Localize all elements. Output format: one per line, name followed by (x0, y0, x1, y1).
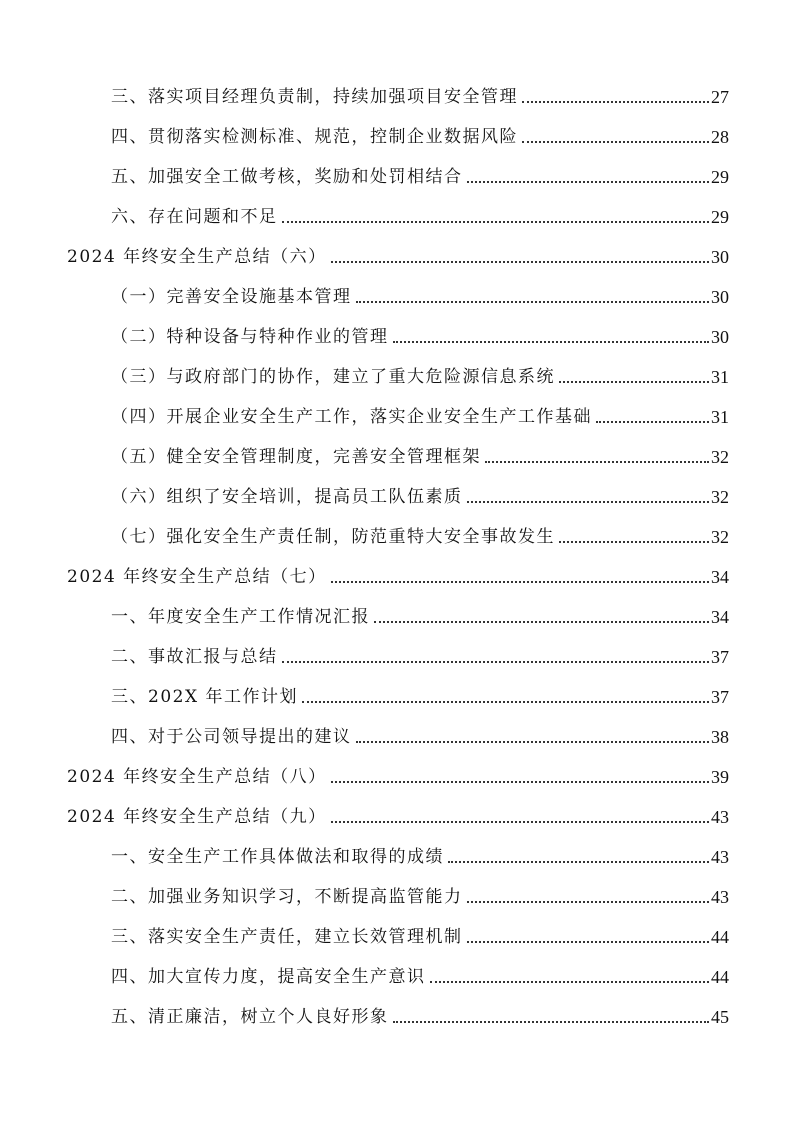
toc-entry-page: 31 (711, 407, 729, 427)
toc-entry-page: 43 (711, 807, 729, 827)
toc-leader-dots (393, 1021, 710, 1023)
toc-entry[interactable] (111, 880, 729, 908)
toc-entry[interactable] (111, 280, 729, 308)
toc-entry-page: 31 (711, 367, 729, 387)
toc-leader-dots (356, 301, 710, 303)
toc-leader-dots (393, 341, 710, 343)
toc-section-title: 2024 年终安全生产总结（七） (67, 567, 327, 587)
toc-leader-dots (485, 461, 709, 463)
toc-entry-page: 32 (711, 527, 729, 547)
toc-entry-title: 三、落实安全生产责任，建立长效管理机制 (111, 927, 463, 947)
toc-section-title: 2024 年终安全生产总结（九） (67, 807, 327, 827)
toc-entry-page: 28 (711, 127, 729, 147)
toc-entry-title: （一）完善安全设施基本管理 (111, 287, 352, 307)
toc-entry[interactable] (111, 840, 729, 868)
toc-entry[interactable] (111, 200, 729, 228)
toc-entry-page: 44 (711, 927, 729, 947)
toc-leader-dots (467, 941, 710, 943)
toc-entry-page: 44 (711, 967, 729, 987)
toc-leader-dots (356, 741, 710, 743)
toc-entry-title: （六）组织了安全培训，提高员工队伍素质 (111, 487, 463, 507)
toc-entry[interactable] (111, 80, 729, 108)
toc-entry[interactable] (111, 440, 729, 468)
toc-leader-dots (282, 661, 710, 663)
toc-entry-page: 37 (711, 647, 729, 667)
toc-entry[interactable] (111, 160, 729, 188)
toc-leader-dots (302, 701, 709, 703)
toc-leader-dots (596, 421, 709, 423)
toc-leader-dots (331, 821, 709, 823)
toc-entry-title: （七）强化安全生产责任制，防范重特大安全事故发生 (111, 527, 555, 547)
toc-entry-title: 六、存在问题和不足 (111, 207, 278, 227)
toc-entry-title: （二）特种设备与特种作业的管理 (111, 327, 389, 347)
toc-section-title: 2024 年终安全生产总结（六） (67, 247, 327, 267)
toc-leader-dots (331, 581, 709, 583)
toc-entry[interactable] (111, 400, 729, 428)
toc-entry-page: 29 (711, 167, 729, 187)
toc-entry[interactable] (111, 120, 729, 148)
toc-entry-page: 45 (711, 1007, 729, 1027)
toc-leader-dots (448, 861, 709, 863)
toc-entry-title: 二、加强业务知识学习，不断提高监管能力 (111, 887, 463, 907)
toc-entry-page: 29 (711, 207, 729, 227)
toc-leader-dots (331, 781, 709, 783)
toc-entry[interactable] (111, 480, 729, 508)
toc-leader-dots (467, 901, 710, 903)
toc-leader-dots (467, 181, 710, 183)
toc-entry-title: 二、事故汇报与总结 (111, 647, 278, 667)
toc-entry-page: 34 (711, 567, 729, 587)
toc-leader-dots (331, 261, 709, 263)
toc-entry-title: 三、202X 年工作计划 (111, 687, 298, 707)
toc-section-heading[interactable] (67, 240, 729, 268)
toc-entry-page: 38 (711, 727, 729, 747)
toc-entry[interactable] (111, 360, 729, 388)
toc-entry-page: 34 (711, 607, 729, 627)
toc-leader-dots (522, 141, 709, 143)
toc-entry[interactable] (111, 960, 729, 988)
toc-entry-page: 27 (711, 87, 729, 107)
toc-entry[interactable] (111, 640, 729, 668)
toc-entry-page: 30 (711, 287, 729, 307)
toc-entry-title: 五、加强安全工做考核，奖励和处罚相结合 (111, 167, 463, 187)
toc-entry-page: 32 (711, 487, 729, 507)
toc-entry[interactable] (111, 920, 729, 948)
toc-leader-dots (559, 541, 709, 543)
toc-entry[interactable] (111, 320, 729, 348)
toc-entry-page: 43 (711, 887, 729, 907)
toc-entry-title: 一、安全生产工作具体做法和取得的成绩 (111, 847, 444, 867)
toc-entry-title: （四）开展企业安全生产工作，落实企业安全生产工作基础 (111, 407, 592, 427)
toc-section-heading[interactable] (67, 560, 729, 588)
toc-entry[interactable] (111, 680, 729, 708)
toc-leader-dots (374, 621, 709, 623)
toc-leader-dots (282, 221, 710, 223)
toc-entry-page: 32 (711, 447, 729, 467)
toc-entry-title: 四、对于公司领导提出的建议 (111, 727, 352, 747)
toc-entry-page: 30 (711, 327, 729, 347)
toc-section-heading[interactable] (67, 760, 729, 788)
toc-leader-dots (467, 501, 710, 503)
toc-entry-title: （五）健全安全管理制度，完善安全管理框架 (111, 447, 481, 467)
toc-entry-page: 43 (711, 847, 729, 867)
toc-entry-page: 39 (711, 767, 729, 787)
toc-entry-title: 四、加大宣传力度，提高安全生产意识 (111, 967, 426, 987)
toc-entry[interactable] (111, 720, 729, 748)
toc-entry-title: 五、清正廉洁，树立个人良好形象 (111, 1007, 389, 1027)
toc-entry[interactable] (111, 520, 729, 548)
toc-section-heading[interactable] (67, 800, 729, 828)
toc-entry-title: 三、落实项目经理负责制，持续加强项目安全管理 (111, 87, 518, 107)
toc-leader-dots (559, 381, 709, 383)
toc-section-title: 2024 年终安全生产总结（八） (67, 767, 327, 787)
toc-entry[interactable] (111, 600, 729, 628)
toc-entry-page: 37 (711, 687, 729, 707)
toc-entry-title: 四、贯彻落实检测标准、规范，控制企业数据风险 (111, 127, 518, 147)
toc-entry[interactable] (111, 1000, 729, 1028)
toc-entry-title: 一、年度安全生产工作情况汇报 (111, 607, 370, 627)
toc-leader-dots (522, 101, 709, 103)
toc-entry-title: （三）与政府部门的协作，建立了重大危险源信息系统 (111, 367, 555, 387)
toc-leader-dots (430, 981, 710, 983)
toc-entry-page: 30 (711, 247, 729, 267)
